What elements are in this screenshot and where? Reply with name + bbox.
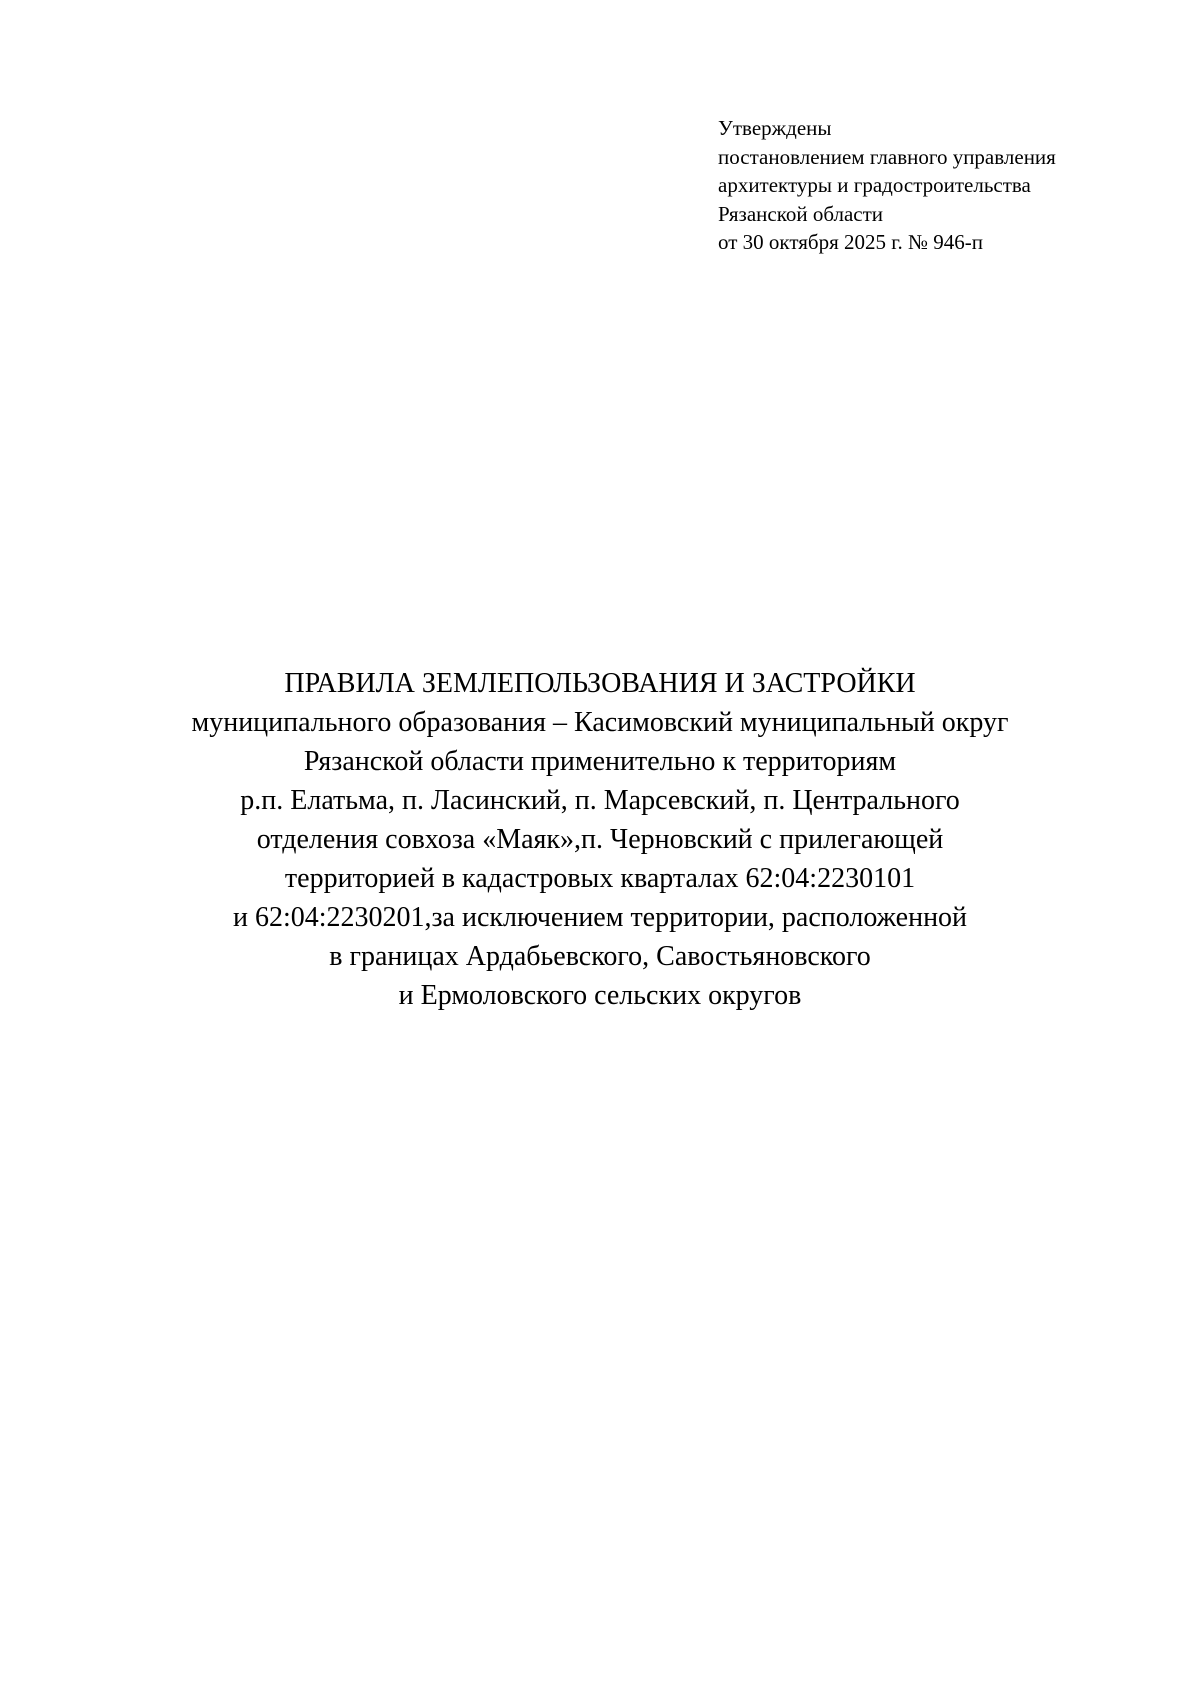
title-line: и Ермоловского сельских округов	[398, 980, 802, 1011]
approval-line-architecture: архитектуры и градостроительства	[718, 173, 1031, 197]
title-line: р.п. Елатьма, п. Ласинский, п. Марсевский, п. Центрального	[240, 785, 960, 816]
document-title-block	[100, 664, 1100, 1015]
approval-line-region: Рязанской области	[718, 201, 884, 226]
approval-stamp	[718, 114, 1138, 257]
document-heading: ПРАВИЛА ЗЕМЛЕПОЛЬЗОВАНИЯ И ЗАСТРОЙКИ	[284, 668, 916, 699]
title-line: территорией в кадастровых кварталах 62:04:2230101	[284, 863, 916, 894]
title-line: в границах Ардабьевского, Савостьяновского	[329, 941, 871, 972]
title-line: муниципального образования – Касимовский муниципальный округ	[191, 707, 1009, 738]
title-line: и 62:04:2230201,за исключением территории, расположенной	[232, 902, 968, 933]
approval-line-resolution: постановлением главного управления	[718, 144, 1056, 169]
approval-line-approved: Утверждены	[718, 116, 832, 140]
title-line: Рязанской области применительно к территориям	[303, 746, 897, 777]
approval-line-date-number: от 30 октября 2025 г. № 946-п	[718, 230, 983, 254]
title-line: отделения совхоза «Маяк»,п. Черновский с прилегающей	[256, 824, 944, 855]
